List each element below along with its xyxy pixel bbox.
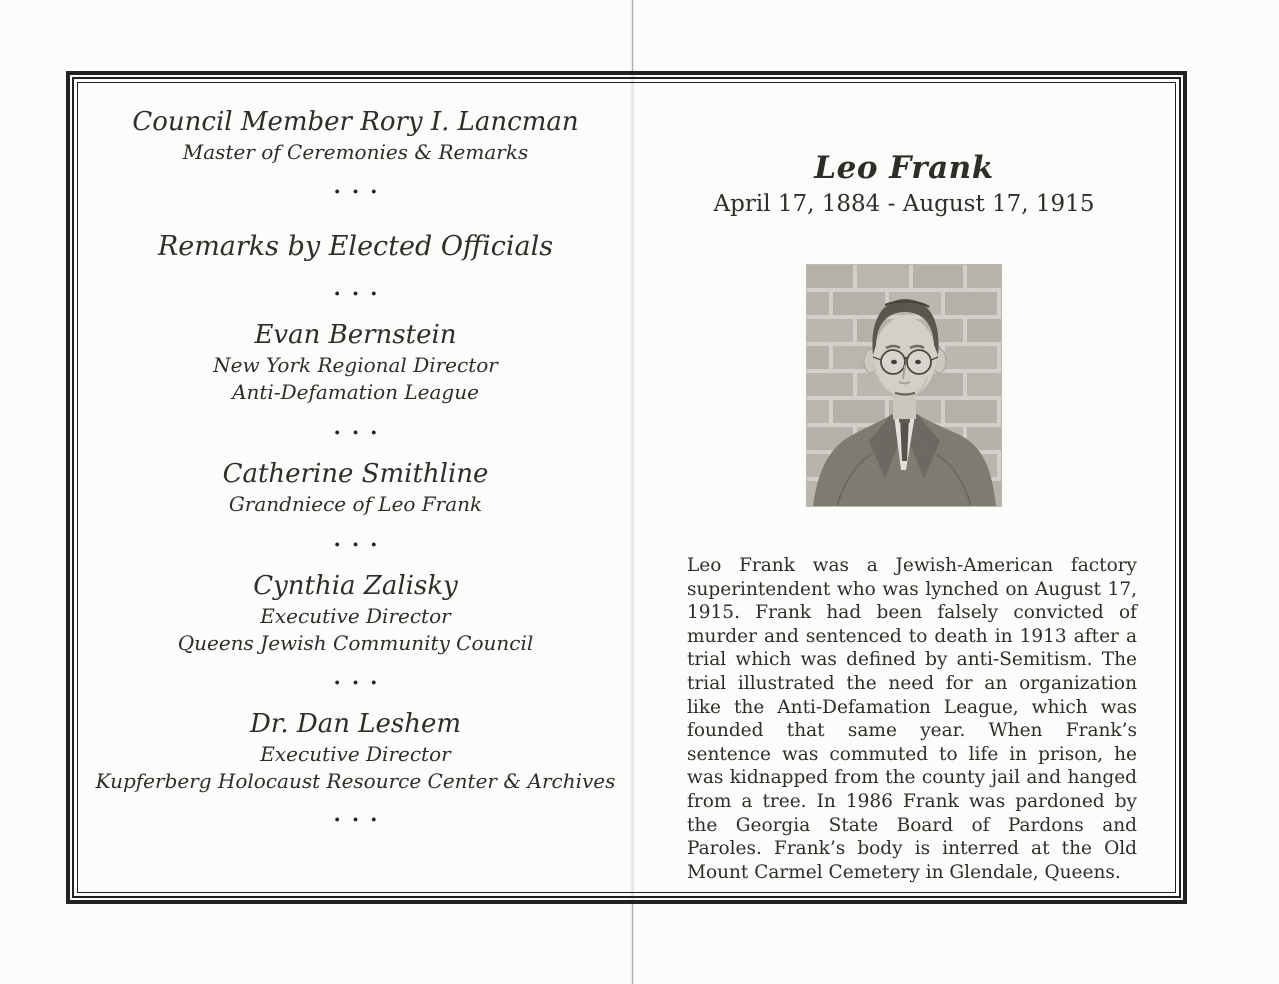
speaker-role: Grandniece of Leo Frank xyxy=(228,492,483,516)
biography-page xyxy=(633,83,1175,892)
life-dates: April 17, 1884 - August 17, 1915 xyxy=(713,191,1095,217)
portrait-illustration xyxy=(807,265,1001,506)
speaker-name: Evan Bernstein xyxy=(254,320,457,350)
two-page-spread xyxy=(78,83,1175,892)
speaker-role: Master of Ceremonies & Remarks xyxy=(182,140,529,164)
border-middle-rule xyxy=(72,77,1181,898)
speaker-role: Queens Jewish Community Council xyxy=(177,631,534,655)
dots-separator: ··· xyxy=(333,532,389,557)
speaker-role: Anti-Defamation League xyxy=(232,380,479,404)
dots-separator: ··· xyxy=(333,807,389,832)
program-page xyxy=(78,83,633,892)
speaker-name: Catherine Smithline xyxy=(222,459,489,489)
speaker-name: Cynthia Zalisky xyxy=(253,571,458,601)
decorative-border-frame xyxy=(66,71,1187,904)
speaker-role: Executive Director xyxy=(260,604,451,628)
speaker-role: New York Regional Director xyxy=(213,353,498,377)
section-heading: Remarks by Elected Officials xyxy=(157,231,554,262)
leo-frank-portrait-photo xyxy=(807,265,1001,506)
dots-separator: ··· xyxy=(333,281,389,306)
page-fold-crease-top xyxy=(632,0,633,72)
speaker-name: Dr. Dan Leshem xyxy=(249,709,462,739)
dots-separator: ··· xyxy=(333,420,389,445)
page-fold-crease-bottom xyxy=(632,903,633,984)
biography-text: Leo Frank was a Jewish-American factory superintendent who was lynched on August 17, 1915. Frank had been falsely convicted of murder and sentenced to death in 1913 after a trial which was defined by anti-Semitism. The trial illustrated the need for an organization like the Anti-Defamation League, which was founded that same year. When Frank’s sentence was commuted to life in prison, he was kidnapped from the county jail and hanged from a tree. In 1986 Frank was pardoned by the Georgia State Board of Pardons and Paroles. Frank’s body is interred at the Old Mount Carmel Cemetery in Glendale, Queens. xyxy=(687,555,1137,883)
photo-grain-overlay xyxy=(807,265,1001,506)
speaker-role: Executive Director xyxy=(260,742,451,766)
memorial-title: Leo Frank xyxy=(814,150,994,186)
dots-separator: ··· xyxy=(333,179,389,204)
border-inner-rule xyxy=(77,82,1176,893)
speaker-name: Council Member Rory I. Lancman xyxy=(132,107,579,137)
dots-separator: ··· xyxy=(333,670,389,695)
speaker-role: Kupferberg Holocaust Resource Center & Archives xyxy=(95,769,616,793)
